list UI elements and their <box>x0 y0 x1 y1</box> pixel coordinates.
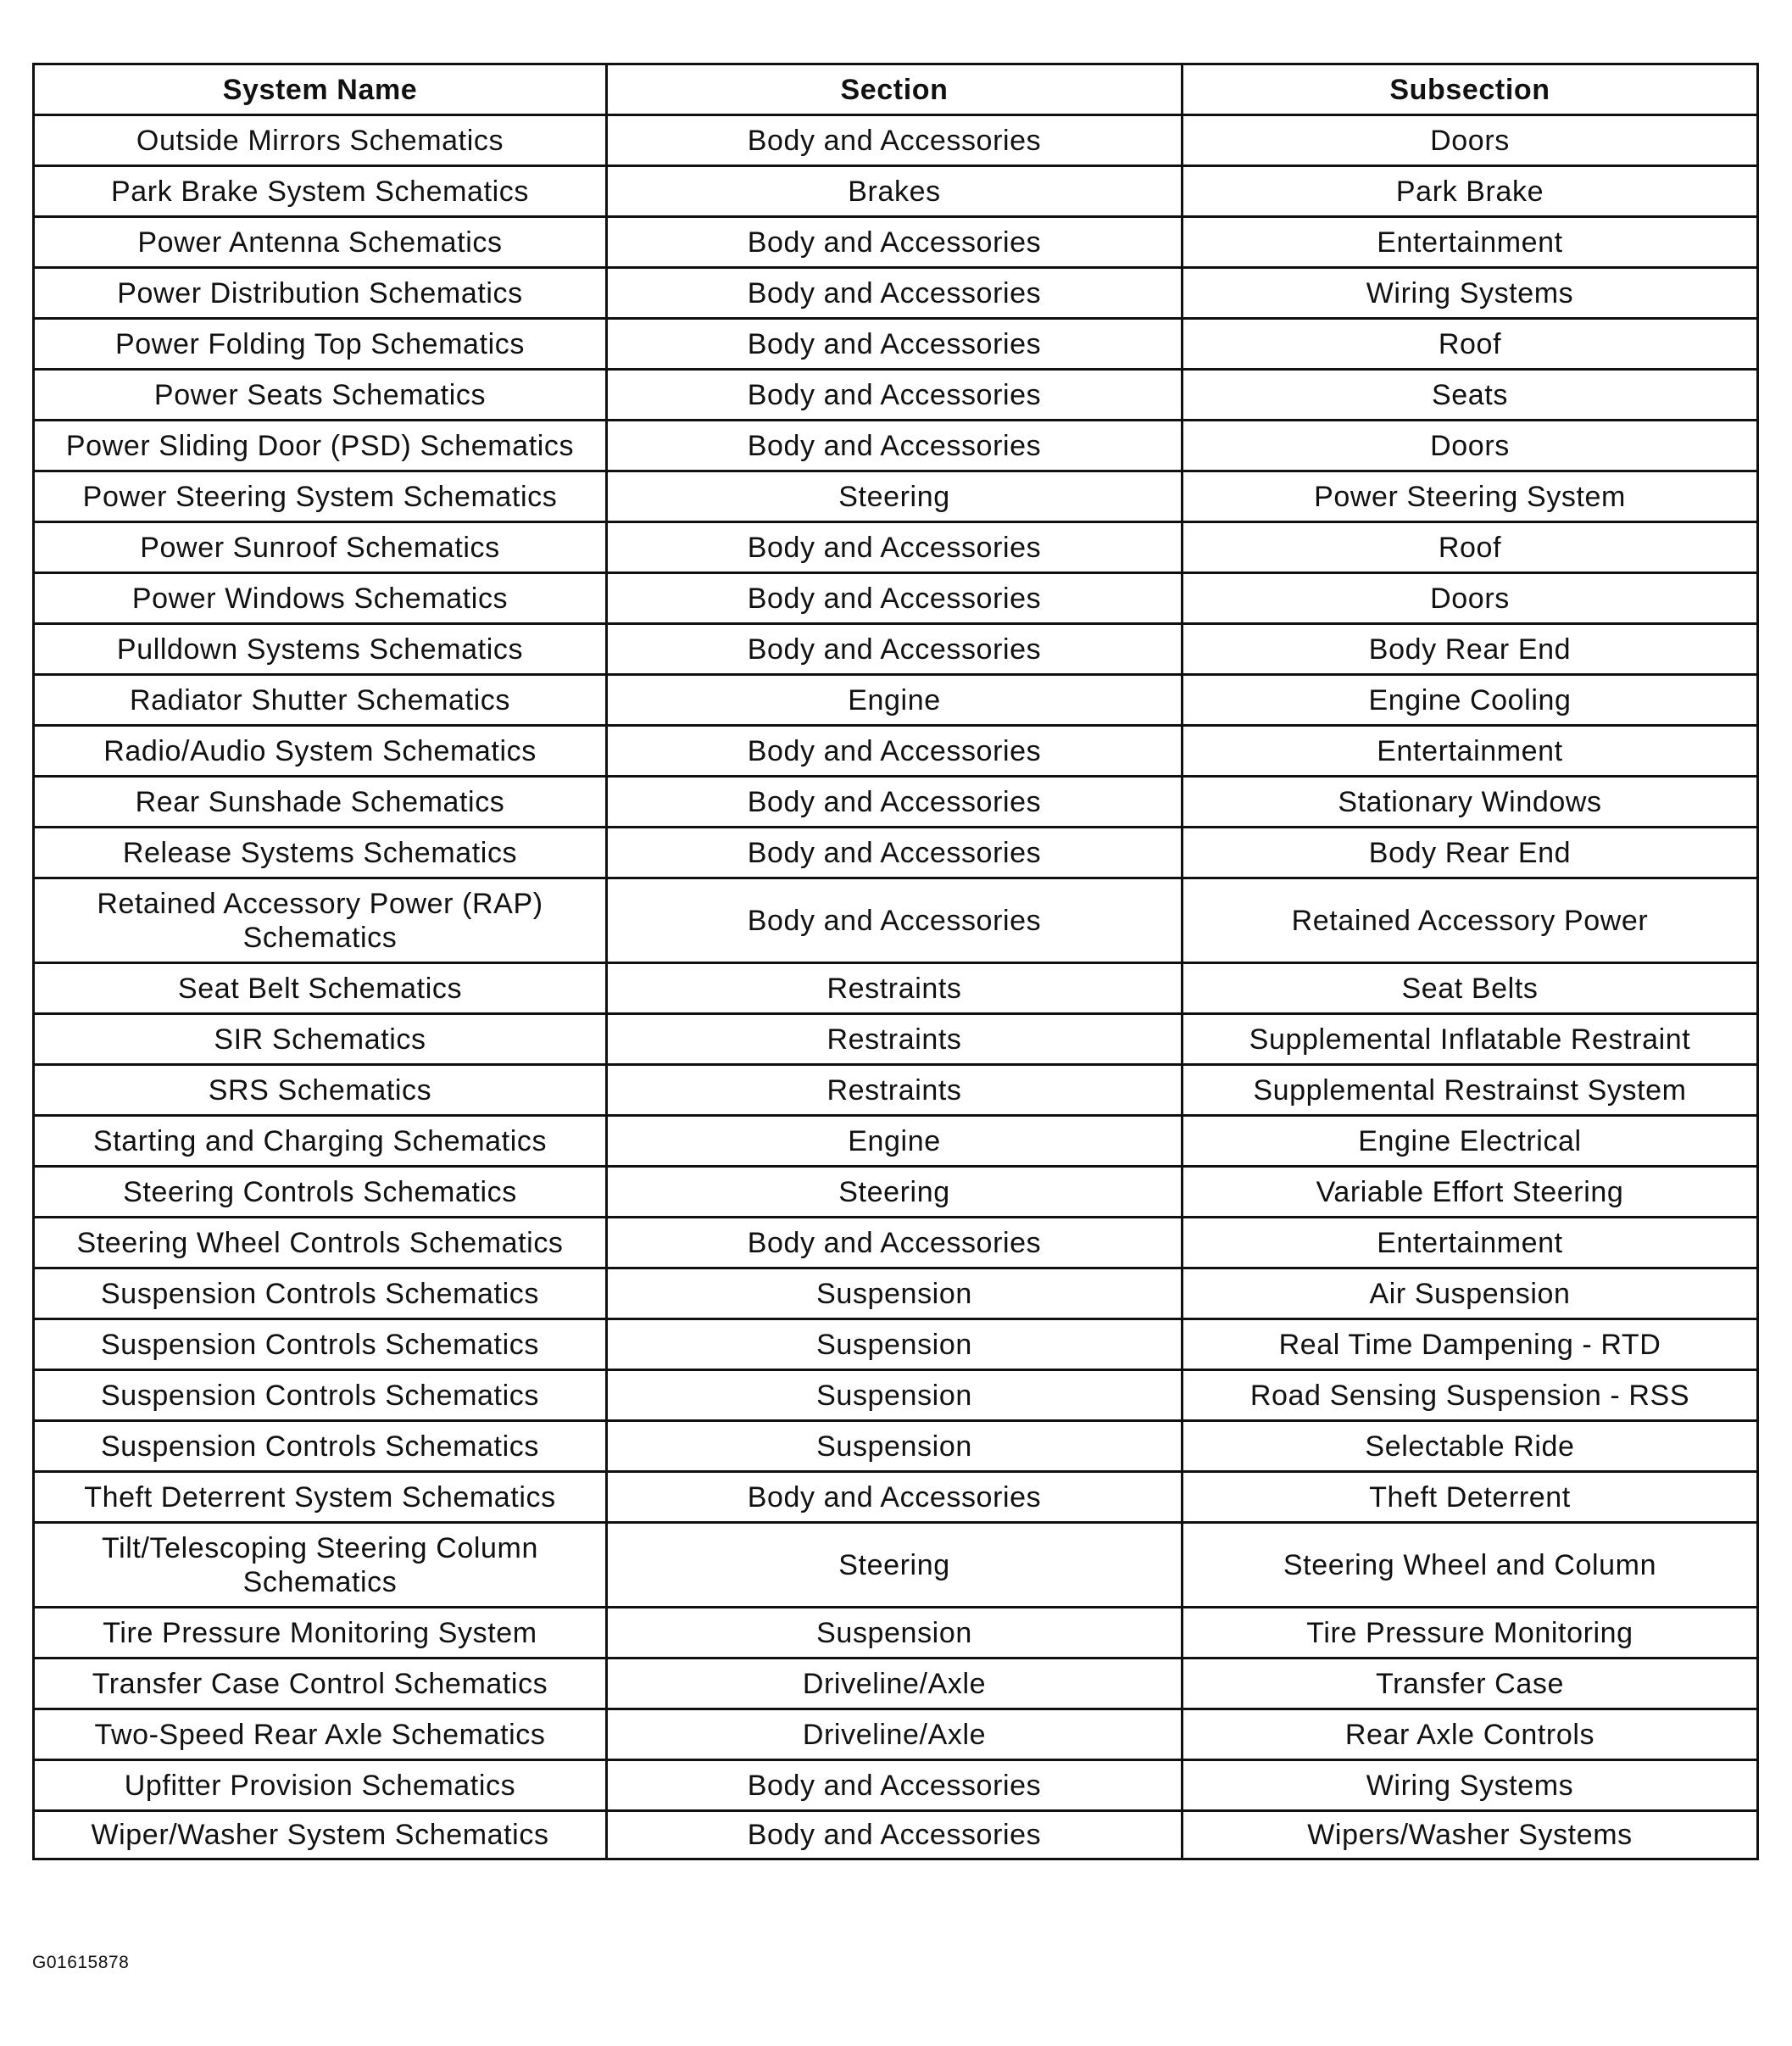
table-row <box>34 1709 1758 1760</box>
cell-system-name: Outside Mirrors Schematics <box>34 115 607 166</box>
cell-system-name: SRS Schematics <box>34 1065 607 1116</box>
table-row <box>34 1523 1758 1608</box>
cell-subsection: Steering Wheel and Column <box>1183 1523 1758 1608</box>
cell-section: Body and Accessories <box>607 115 1183 166</box>
cell-subsection: Doors <box>1183 115 1758 166</box>
cell-subsection: Seat Belts <box>1183 963 1758 1014</box>
cell-subsection: Theft Deterrent <box>1183 1472 1758 1523</box>
cell-subsection: Selectable Ride <box>1183 1421 1758 1472</box>
cell-subsection: Retained Accessory Power <box>1183 878 1758 963</box>
cell-system-name: Upfitter Provision Schematics <box>34 1760 607 1811</box>
cell-section: Body and Accessories <box>607 1760 1183 1811</box>
cell-section: Restraints <box>607 1065 1183 1116</box>
cell-subsection: Variable Effort Steering <box>1183 1167 1758 1218</box>
cell-system-name: Transfer Case Control Schematics <box>34 1659 607 1709</box>
cell-subsection: Real Time Dampening - RTD <box>1183 1319 1758 1370</box>
cell-subsection: Doors <box>1183 421 1758 471</box>
table-row <box>34 370 1758 421</box>
header-system-name: System Name <box>34 64 607 115</box>
cell-system-name: Tire Pressure Monitoring System <box>34 1608 607 1659</box>
cell-section: Body and Accessories <box>607 421 1183 471</box>
cell-system-name: Power Sliding Door (PSD) Schematics <box>34 421 607 471</box>
cell-system-name: Radiator Shutter Schematics <box>34 675 607 726</box>
table-row <box>34 1608 1758 1659</box>
cell-section: Suspension <box>607 1421 1183 1472</box>
table-row <box>34 471 1758 522</box>
cell-system-name: Tilt/Telescoping Steering Column Schematics <box>34 1523 607 1608</box>
table-row <box>34 963 1758 1014</box>
table-row <box>34 115 1758 166</box>
cell-system-name: Power Folding Top Schematics <box>34 319 607 370</box>
cell-system-name: Theft Deterrent System Schematics <box>34 1472 607 1523</box>
cell-section: Steering <box>607 1523 1183 1608</box>
cell-system-name: Power Seats Schematics <box>34 370 607 421</box>
cell-subsection: Entertainment <box>1183 726 1758 777</box>
schematics-table <box>32 63 1759 1860</box>
table-row <box>34 1014 1758 1065</box>
table-body <box>34 115 1758 1859</box>
cell-subsection: Stationary Windows <box>1183 777 1758 828</box>
cell-system-name: Wiper/Washer System Schematics <box>34 1811 607 1859</box>
figure-id: G01615878 <box>32 1953 130 1972</box>
cell-subsection: Engine Electrical <box>1183 1116 1758 1167</box>
table-row <box>34 675 1758 726</box>
cell-system-name: Steering Controls Schematics <box>34 1167 607 1218</box>
cell-system-name: Power Windows Schematics <box>34 573 607 624</box>
cell-system-name: SIR Schematics <box>34 1014 607 1065</box>
table-row <box>34 878 1758 963</box>
cell-section: Driveline/Axle <box>607 1659 1183 1709</box>
cell-section: Body and Accessories <box>607 1218 1183 1268</box>
cell-section: Body and Accessories <box>607 777 1183 828</box>
cell-subsection: Roof <box>1183 319 1758 370</box>
table-row <box>34 1421 1758 1472</box>
cell-section: Suspension <box>607 1268 1183 1319</box>
table-row <box>34 777 1758 828</box>
cell-subsection: Doors <box>1183 573 1758 624</box>
table-row <box>34 217 1758 268</box>
table-row <box>34 1065 1758 1116</box>
cell-section: Restraints <box>607 963 1183 1014</box>
cell-subsection: Wipers/Washer Systems <box>1183 1811 1758 1859</box>
cell-section: Brakes <box>607 166 1183 217</box>
table-row <box>34 1659 1758 1709</box>
cell-system-name: Power Antenna Schematics <box>34 217 607 268</box>
cell-section: Body and Accessories <box>607 370 1183 421</box>
cell-subsection: Supplemental Inflatable Restraint <box>1183 1014 1758 1065</box>
cell-system-name: Rear Sunshade Schematics <box>34 777 607 828</box>
cell-system-name: Suspension Controls Schematics <box>34 1370 607 1421</box>
cell-subsection: Road Sensing Suspension - RSS <box>1183 1370 1758 1421</box>
header-subsection: Subsection <box>1183 64 1758 115</box>
table-row <box>34 624 1758 675</box>
cell-subsection: Park Brake <box>1183 166 1758 217</box>
cell-section: Suspension <box>607 1370 1183 1421</box>
cell-system-name: Suspension Controls Schematics <box>34 1268 607 1319</box>
table-row <box>34 1167 1758 1218</box>
table-row <box>34 1116 1758 1167</box>
cell-subsection: Entertainment <box>1183 1218 1758 1268</box>
cell-subsection: Wiring Systems <box>1183 1760 1758 1811</box>
table-row <box>34 1472 1758 1523</box>
cell-section: Engine <box>607 675 1183 726</box>
cell-subsection: Tire Pressure Monitoring <box>1183 1608 1758 1659</box>
cell-system-name: Suspension Controls Schematics <box>34 1421 607 1472</box>
cell-section: Body and Accessories <box>607 1472 1183 1523</box>
cell-system-name: Retained Accessory Power (RAP) Schematics <box>34 878 607 963</box>
table-row <box>34 1268 1758 1319</box>
cell-section: Body and Accessories <box>607 217 1183 268</box>
cell-subsection: Rear Axle Controls <box>1183 1709 1758 1760</box>
cell-system-name: Pulldown Systems Schematics <box>34 624 607 675</box>
cell-section: Engine <box>607 1116 1183 1167</box>
cell-subsection: Wiring Systems <box>1183 268 1758 319</box>
cell-system-name: Power Sunroof Schematics <box>34 522 607 573</box>
table-row <box>34 268 1758 319</box>
cell-subsection: Entertainment <box>1183 217 1758 268</box>
table-row <box>34 1319 1758 1370</box>
cell-section: Steering <box>607 1167 1183 1218</box>
table-header-row <box>34 64 1758 115</box>
cell-section: Body and Accessories <box>607 319 1183 370</box>
cell-section: Body and Accessories <box>607 522 1183 573</box>
cell-section: Body and Accessories <box>607 1811 1183 1859</box>
cell-subsection: Air Suspension <box>1183 1268 1758 1319</box>
table-row <box>34 421 1758 471</box>
cell-section: Body and Accessories <box>607 726 1183 777</box>
cell-subsection: Body Rear End <box>1183 828 1758 878</box>
table-row <box>34 1218 1758 1268</box>
cell-section: Restraints <box>607 1014 1183 1065</box>
cell-section: Driveline/Axle <box>607 1709 1183 1760</box>
cell-system-name: Steering Wheel Controls Schematics <box>34 1218 607 1268</box>
table-row <box>34 522 1758 573</box>
table-row <box>34 726 1758 777</box>
cell-subsection: Roof <box>1183 522 1758 573</box>
cell-system-name: Power Distribution Schematics <box>34 268 607 319</box>
cell-section: Body and Accessories <box>607 573 1183 624</box>
cell-section: Steering <box>607 471 1183 522</box>
cell-subsection: Engine Cooling <box>1183 675 1758 726</box>
cell-system-name: Starting and Charging Schematics <box>34 1116 607 1167</box>
header-section: Section <box>607 64 1183 115</box>
cell-system-name: Park Brake System Schematics <box>34 166 607 217</box>
cell-subsection: Body Rear End <box>1183 624 1758 675</box>
cell-section: Suspension <box>607 1608 1183 1659</box>
cell-section: Body and Accessories <box>607 268 1183 319</box>
cell-subsection: Seats <box>1183 370 1758 421</box>
cell-system-name: Release Systems Schematics <box>34 828 607 878</box>
table-row <box>34 573 1758 624</box>
cell-subsection: Power Steering System <box>1183 471 1758 522</box>
cell-system-name: Power Steering System Schematics <box>34 471 607 522</box>
table-row <box>34 1811 1758 1859</box>
cell-system-name: Two-Speed Rear Axle Schematics <box>34 1709 607 1760</box>
table-row <box>34 319 1758 370</box>
cell-section: Body and Accessories <box>607 828 1183 878</box>
table-row <box>34 1370 1758 1421</box>
table-row <box>34 828 1758 878</box>
table-row <box>34 166 1758 217</box>
table-row <box>34 1760 1758 1811</box>
cell-subsection: Transfer Case <box>1183 1659 1758 1709</box>
cell-subsection: Supplemental Restrainst System <box>1183 1065 1758 1116</box>
cell-section: Suspension <box>607 1319 1183 1370</box>
cell-section: Body and Accessories <box>607 878 1183 963</box>
cell-section: Body and Accessories <box>607 624 1183 675</box>
cell-system-name: Suspension Controls Schematics <box>34 1319 607 1370</box>
cell-system-name: Seat Belt Schematics <box>34 963 607 1014</box>
cell-system-name: Radio/Audio System Schematics <box>34 726 607 777</box>
